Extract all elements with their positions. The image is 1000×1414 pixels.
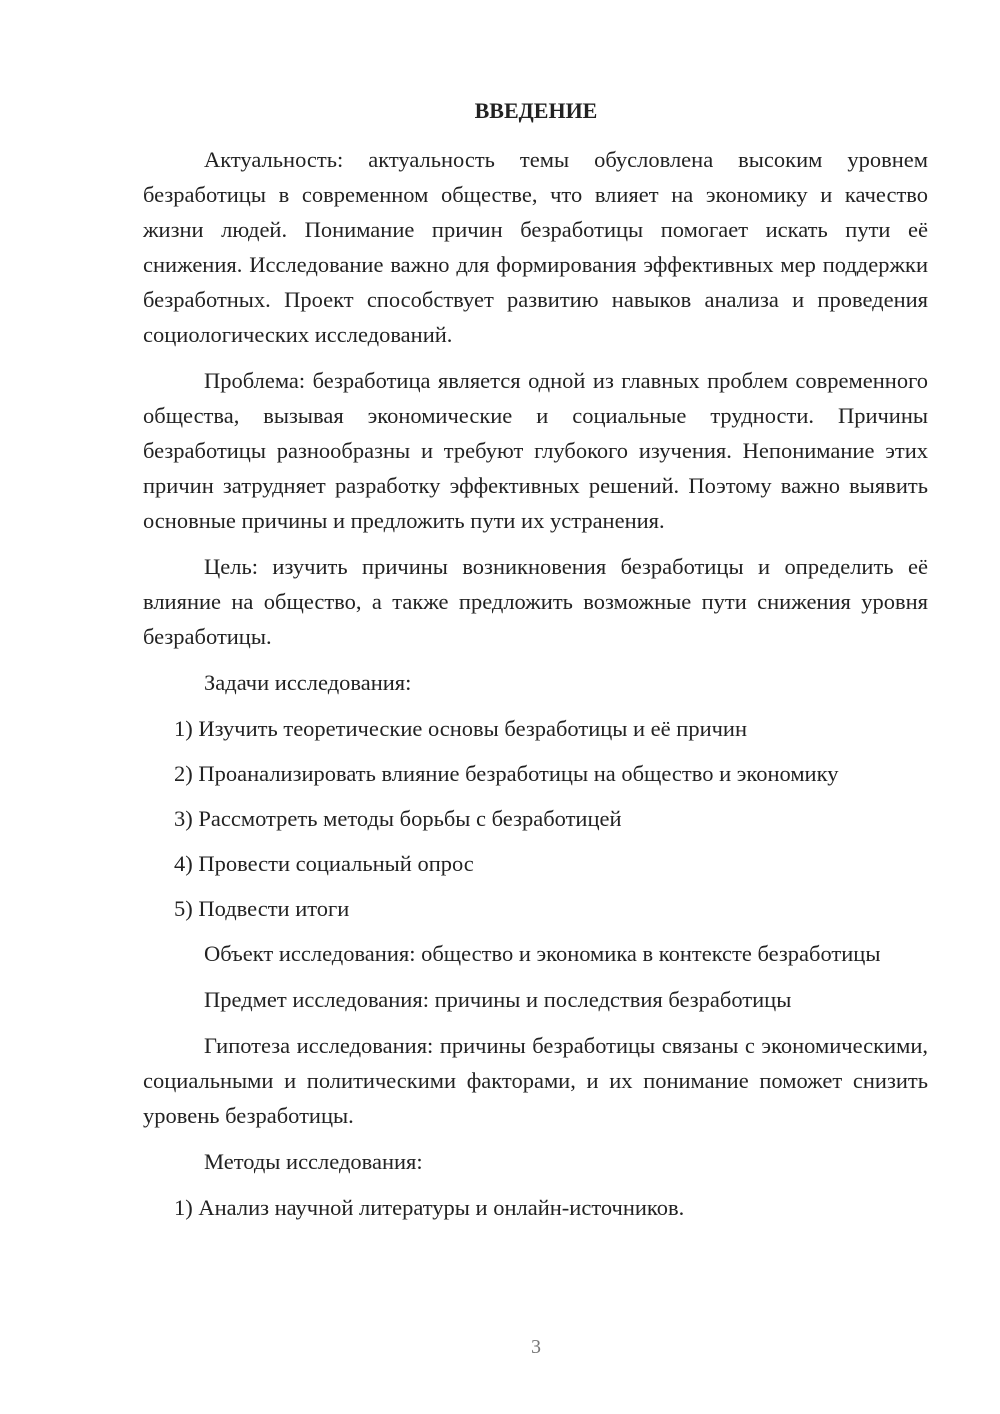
page-body: [143, 142, 928, 1235]
paragraph-relevance: Актуальность: актуальность темы обусловлена высоким уровнем безработицы в современном обществе, что влияет на экономику и качество жизни людей. Понимание причин безработицы помогает искать пути её снижения. Исследование важно для формирования эффективных мер поддержки безработных. Проект способствует развитию навыков анализа и проведения социологических исследований.: [143, 147, 928, 347]
tasks-heading: Задачи исследования:: [204, 670, 412, 695]
task-item: 5) Подвести итоги: [174, 896, 350, 921]
task-item: 3) Рассмотреть методы борьбы с безработицей: [174, 806, 622, 831]
paragraph-object: Объект исследования: общество и экономика в контексте безработицы: [204, 941, 881, 966]
task-item: 1) Изучить теоретические основы безработицы и её причин: [174, 716, 748, 741]
methods-heading: Методы исследования:: [204, 1149, 423, 1174]
paragraph-hypothesis: Гипотеза исследования: причины безработицы связаны с экономическими, социальными и политическими факторами, и их понимание поможет снизить уровень безработицы.: [143, 1033, 928, 1128]
method-item: 1) Анализ научной литературы и онлайн-источников.: [174, 1195, 685, 1220]
task-item: 4) Провести социальный опрос: [174, 851, 474, 876]
paragraph-goal: Цель: изучить причины возникновения безработицы и определить её влияние на общество, а также предложить возможные пути снижения уровня безработицы.: [143, 554, 928, 649]
task-item: 2) Проанализировать влияние безработицы на общество и экономику: [174, 761, 839, 786]
paragraph-problem: Проблема: безработица является одной из главных проблем современного общества, вызывая экономические и социальные трудности. Причины безработицы разнообразны и требуют глубокого изучения. Непонимание этих причин затрудняет разработку эффективных решений. Поэтому важно выявить основные причины и предложить пути их устранения.: [143, 368, 928, 533]
paragraph-subject: Предмет исследования: причины и последствия безработицы: [204, 987, 792, 1012]
section-title: ВВЕДЕНИЕ: [474, 98, 598, 123]
page-number: 3: [531, 1336, 541, 1358]
